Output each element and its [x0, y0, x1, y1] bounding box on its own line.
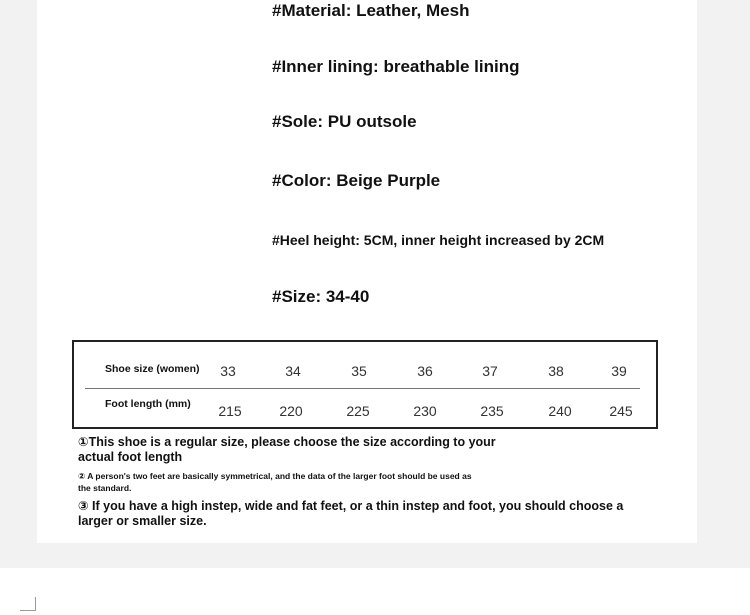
foot-length-label: Foot length (mm) — [105, 398, 191, 410]
foot-length-cell: 220 — [279, 403, 303, 419]
shoe-size-label: Shoe size (women) — [105, 363, 200, 375]
foot-length-cell: 235 — [480, 403, 504, 419]
shoe-size-cell: 35 — [351, 363, 367, 379]
shoe-size-cell: 38 — [548, 363, 564, 379]
note-instep-line2: larger or smaller size. — [78, 514, 207, 528]
spec-color: #Color: Beige Purple — [272, 171, 441, 190]
foot-length-cell: 240 — [548, 403, 572, 419]
spec-inner-lining: #Inner lining: breathable lining — [272, 57, 520, 76]
spec-size: #Size: 34-40 — [272, 287, 370, 306]
spec-material: #Material: Leather, Mesh — [272, 1, 470, 20]
spec-heel-height: #Heel height: 5CM, inner height increased by 2CM — [272, 232, 605, 248]
shoe-size-cell: 33 — [220, 363, 236, 379]
table-divider — [85, 388, 640, 389]
foot-length-cell: 215 — [218, 403, 242, 419]
shoe-size-cell: 39 — [611, 363, 627, 379]
size-chart-table — [72, 340, 658, 429]
foot-length-cell: 245 — [609, 403, 633, 419]
note-regular-size-line1: ①This shoe is a regular size, please choose the size according to your — [78, 435, 496, 449]
note-symmetry-line1: ② A person's two feet are basically symmetrical, and the data of the larger foot should be used as — [78, 471, 472, 481]
foot-length-cell: 225 — [346, 403, 370, 419]
note-instep-line1: ③ If you have a high instep, wide and fat feet, or a thin instep and foot, you should choose a — [78, 499, 624, 513]
corner-mark-icon — [20, 597, 36, 611]
foot-length-cell: 230 — [413, 403, 437, 419]
spec-sole: #Sole: PU outsole — [272, 112, 417, 131]
note-symmetry-line2: the standard. — [78, 483, 132, 493]
shoe-size-cell: 36 — [417, 363, 433, 379]
shoe-size-cell: 34 — [285, 363, 301, 379]
shoe-size-cell: 37 — [482, 363, 498, 379]
note-regular-size-line2: actual foot length — [78, 450, 183, 464]
page-bottom-area — [0, 568, 750, 615]
